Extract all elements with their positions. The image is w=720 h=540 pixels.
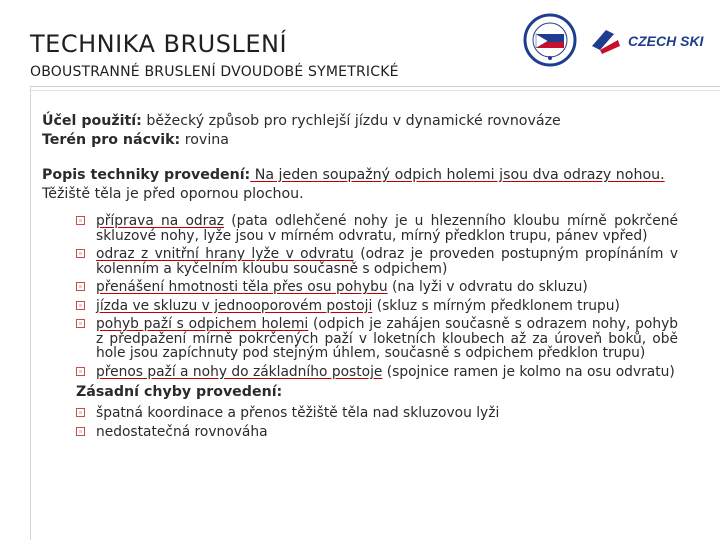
terrain-line — [42, 131, 678, 150]
square-bullet-icon — [76, 282, 85, 291]
divider — [30, 86, 720, 87]
terrain-text: rovina — [180, 132, 229, 148]
page-title: TECHNIKA BRUSLENÍ — [30, 30, 288, 58]
square-bullet-icon — [76, 427, 85, 436]
errors-heading: Zásadní chyby provedení: — [76, 384, 283, 400]
list-item: příprava na odraz (pata odlehčené nohy je u hlezenního kloubu mírně pokrčené skluzové nohy, lyže jsou v mírném odvratu, mírný předklon trupu, pánev vpřed) — [76, 214, 678, 243]
list-item: jízda ve skluzu v jednooporovém postoji (skluz s mírným předklonem trupu) — [76, 299, 678, 314]
terrain-label: Terén pro nácvik: — [42, 132, 181, 148]
list-item: přenos paží a nohy do základního postoje (spojnice ramen je kolmo na osu odvratu) — [76, 365, 678, 380]
logos — [520, 12, 704, 67]
czech-ski-logo — [588, 20, 708, 60]
square-bullet-icon — [76, 319, 85, 328]
content — [42, 112, 678, 443]
list-item: odraz z vnitřní hrany lyže v odvratu (odraz je proveden postupným propínáním v kolenním a kyčelním kloubu současně s odpichem) — [76, 247, 678, 276]
use-label: Účel použití: — [42, 113, 142, 129]
divider — [30, 86, 31, 540]
page-subtitle: OBOUSTRANNÉ BRUSLENÍ DVOUDOBÉ SYMETRICKÉ — [30, 64, 399, 80]
square-bullet-icon — [76, 367, 85, 376]
use-line — [42, 112, 678, 131]
desc-label: Popis techniky provedení: — [42, 167, 251, 183]
use-text: běžecký způsob pro rychlejší jízdu v dynamické rovnováze — [141, 113, 561, 129]
square-bullet-icon — [76, 216, 85, 225]
svg-text:CZECH SKI: CZECH SKI — [628, 33, 704, 49]
square-bullet-icon — [76, 408, 85, 417]
technique-list — [42, 214, 678, 379]
list-item: špatná koordinace a přenos těžiště těla nad skluzovou lyži — [76, 406, 678, 421]
list-item: přenášení hmotnosti těla přes osu pohybu (na lyži v odvratu do skluzu) — [76, 280, 678, 295]
errors-list — [42, 406, 678, 439]
desc-underlined: Na jeden soupažný odpich holemi jsou dva odrazy nohou. — [250, 167, 665, 183]
square-bullet-icon — [76, 301, 85, 310]
divider — [30, 90, 720, 91]
list-item: nedostatečná rovnováha — [76, 425, 678, 440]
description — [42, 166, 678, 204]
desc-rest: Těžiště těla je před opornou plochou. — [42, 186, 304, 202]
square-bullet-icon — [76, 249, 85, 258]
list-item: pohyb paží s odpichem holemi (odpich je zahájen současně s odrazem nohy, pohyb z předpažení mírně pokrčených paží v loketních kloubech až za úroveň boků, obě hole jsou zapíchnuty pod stejným úhlem, současně s odpichem předklon trupu) — [76, 317, 678, 361]
